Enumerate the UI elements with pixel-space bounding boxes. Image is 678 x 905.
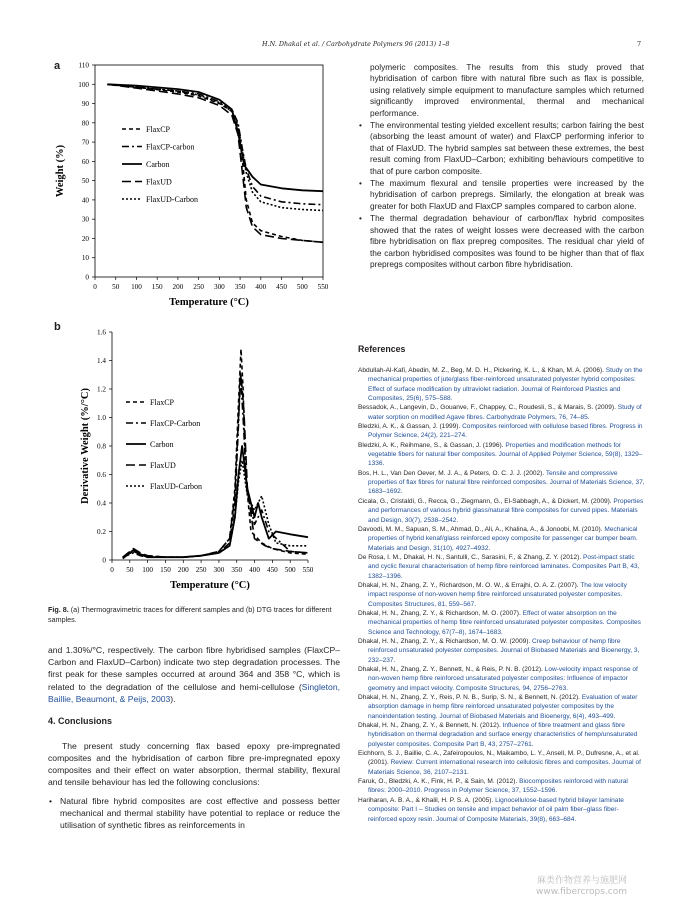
bullet-continuation: polymeric composites. The results from this study proved that hybridisation of carbon fibre with natural fibre such as flax is possible, using relatively simple equipment to manufacture samples which returned significantly improved environmental, thermal and mechanical performance. (370, 62, 644, 118)
section-heading: 4. Conclusions (48, 716, 113, 726)
x-tick-label: 400 (255, 283, 267, 291)
conclusions-intro: The present study concerning flax based epoxy pre-impregnated composites and the hybridisation of carbon fibre pre-impregnated epoxy composites and their effect on water absorption, thermal stability, flexural and tensile behaviour has led the following conclusions: (48, 741, 340, 787)
x-tick-label: 200 (177, 566, 189, 574)
figure-caption (48, 605, 340, 625)
reference-link[interactable]: Biocomposites reinforced with natural fibres: 2000–2010. Progress in Polymer Science, 37, 1552–1596. (368, 778, 628, 795)
reference-link[interactable]: Mechanical properties of hybrid kenaf/glass reinforced epoxy composite for passenger car bumper beam. Materials and Design, 31(10), 4927–4932. (368, 525, 638, 552)
y-tick-label: 40 (81, 196, 89, 205)
legend-label: FlaxCP-carbon (146, 142, 195, 152)
reference-authors: Cicala, G., Cristaldi, G., Recca, G., Ziegmann, G., El-Sabbagh, A., & Dickert, M. (2009). (358, 497, 614, 505)
series-line-2 (107, 84, 323, 204)
x-tick-label: 450 (276, 283, 287, 291)
y-tick-label: 100 (78, 80, 89, 89)
results-text-end: ). (170, 693, 176, 704)
tga-chart (48, 60, 348, 310)
reference-item (358, 497, 646, 525)
y-tick-label: 50 (81, 177, 89, 186)
y-tick-label: 30 (81, 215, 89, 224)
watermark (536, 876, 627, 898)
series-line-1 (123, 349, 308, 557)
x-tick-label: 300 (213, 566, 225, 574)
citation-link[interactable]: Singleton, Baillie, Beaumont, & Peijs, 2003 (48, 681, 340, 704)
x-tick-label: 150 (151, 283, 163, 291)
x-tick-label: 0 (93, 283, 97, 291)
conclusion-bullet-4: • The thermal degradation behaviour of carbon/flax hybrid composites showed that the rates of weight losses were decreased with the carbon fibre hybridisation on flax prepreg composites. The residual char yield of the carbon hybridised composites was found to be higher than that of flax prepregs composites without carbon fibre hybridisation. (358, 213, 644, 270)
y-tick-label: 1.0 (97, 414, 106, 422)
reference-link[interactable]: Composites reinforced with cellulose based fibres. Progress in Polymer Science, 24(2), 221–274. (368, 423, 643, 440)
x-tick-label: 400 (249, 566, 260, 574)
y-tick-label: 0 (102, 556, 106, 565)
reference-item (358, 403, 646, 422)
x-tick-label: 450 (266, 566, 278, 574)
reference-link[interactable]: Evaluation of water absorption damage in hemp fibre reinforced unsaturated polyester composites by the nanoindentation testing. Journal of Biobased Materials and Bioenergy, 6(4), 493–499. (368, 694, 638, 720)
reference-link[interactable]: Properties and performances of various hybrid glass/natural fibre composites for curved pipes. Materials and Design, 30(7), 2538–2542. (368, 497, 644, 524)
x-tick-label: 100 (131, 283, 142, 291)
x-tick-label: 250 (195, 566, 207, 574)
reference-authors: Bledzki, A. K., Reihmane, S., & Gassan, J. (1996). (358, 441, 506, 449)
reference-authors: Bledzki, A. K., & Gassan, J. (1999). (358, 423, 463, 431)
dtg-chart (48, 318, 348, 600)
x-tick-label: 300 (213, 283, 225, 291)
reference-link[interactable]: Creep behaviour of hemp fibre reinforced unsaturated polyester composites. Journal of Biobased Materials and Bioenergy, 3, 232–237. (368, 637, 640, 664)
reference-authors: Dhakal, H. N., Zhang, Z. Y., & Richardson, M. O. (2007). (358, 609, 523, 617)
x-tick-label: 150 (160, 566, 171, 574)
legend-label: FlaxCP-Carbon (150, 419, 201, 428)
y-tick-label: 1.4 (97, 357, 106, 365)
y-tick-label: 90 (81, 100, 89, 109)
page-number: 7 (637, 40, 642, 48)
x-tick-label: 350 (234, 283, 246, 291)
watermark-line-2: www.fibercrops.com (536, 887, 627, 897)
reference-item (358, 777, 646, 796)
reference-authors: Hariharan, A. B. A., & Khalil, H. P. S. A. (2005). (358, 796, 496, 804)
legend-label: Carbon (146, 160, 170, 169)
y-tick-label: 0.4 (97, 499, 106, 508)
reference-item (358, 721, 646, 749)
y-axis-label: Derivative Weight (%/°C) (80, 388, 91, 504)
legend-label: FlaxUD (146, 177, 172, 187)
reference-link[interactable]: Post-impact static and cyclic flexural characterisation of hemp fibre reinforced laminates. Composites Part B, 43, 1382–1396. (368, 553, 640, 580)
x-axis-label: Temperature (°C) (170, 580, 250, 591)
x-tick-label: 350 (231, 566, 243, 574)
x-tick-label: 500 (296, 283, 308, 291)
legend-label: FlaxUD-Carbon (150, 482, 202, 491)
caption-label: Fig. 8. (48, 605, 69, 614)
conclusion-bullet-1: • Natural fibre hybrid composites are cost effective and possess better mechanical and thermal stability have potential to replace or reduce the utilisation of synthetic fibres as reinforcements in (48, 795, 340, 831)
right-column-text (358, 62, 644, 270)
x-tick-label: 550 (317, 283, 329, 291)
reference-authors: Abdullah-Al-Kafi, Abedin, M. Z., Beg, M. D. H., Pickering, K. L., & Khan, M. A. (2006). (358, 367, 606, 374)
legend-label: FlaxCP (146, 125, 171, 134)
y-tick-label: 80 (81, 119, 89, 128)
y-tick-label: 1.2 (97, 385, 106, 394)
legend-label: Carbon (150, 440, 174, 449)
conclusions-body (48, 740, 340, 831)
running-title: H.N. Dhakal et al. / Carbohydrate Polymers 96 (2013) 1–8 (262, 40, 450, 48)
y-tick-label: 20 (81, 234, 89, 243)
reference-link[interactable]: Lignocellulose-based hybrid bilayer laminate composite: Part I – Studies on tensile and impact behavior of oil palm fiber–glass fiber-reinforced epoxy resin. Journal of Composite Materials, 39(8), 663–684. (368, 796, 624, 823)
x-tick-label: 0 (110, 566, 114, 574)
reference-item (358, 637, 646, 665)
reference-authors: Dhakal, H. N., Zhang, Z. Y., Reis, P. N. B., Surip, S. N., & Bennett, N. (2012). (358, 694, 582, 702)
reference-authors: Dhakal, H. N., Zhang, Z. Y., Bennett, N., & Reis, P. N. B. (2012). (358, 666, 545, 673)
reference-item (358, 441, 646, 469)
reference-authors: Bessadok, A., Langevin, D., Gouanve, F., Chappey, C., Roudesli, S., & Marais, S. (2009). (358, 404, 618, 412)
conclusion-bullet-3: • The maximum flexural and tensile properties were increased by the hybridisation of carbon prepregs. Similarly, the elongation at break was greater for both FlaxUD and FlaxCP samples compared to carbon alone. (358, 178, 644, 212)
reference-link[interactable]: Low-velocity impact response of non-woven hemp fibre reinforced unsaturated polyester composites: Influence of impactor geometry and impact velocity. Composite Structures, 94, 2756–2763. (368, 666, 638, 692)
y-tick-label: 1.6 (97, 328, 106, 337)
reference-item (358, 525, 646, 553)
reference-link[interactable]: Study of water sorption on modified Agave fibres. Carbohydrate Polymers, 76, 74–85. (368, 404, 642, 421)
x-tick-label: 50 (126, 566, 134, 574)
reference-authors: Bos, H. L., Van Den Oever, M. J. A., & Peters, O. C. J. J. (2002). (358, 469, 546, 477)
reference-link[interactable]: Study on the mechanical properties of jute/glass fiber-reinforced unsaturated polyester hybrid composites: Effect of surface modification by ultraviolet radiation. Journal of Reinforced Plastics and Composites, 25(6), 575–588. (368, 367, 643, 403)
reference-item (358, 553, 646, 581)
series-line-5 (123, 460, 308, 557)
x-tick-label: 500 (284, 566, 296, 574)
reference-item (358, 665, 646, 693)
caption-text: (a) Thermogravimetric traces for different samples and (b) DTG traces for different samples. (48, 605, 332, 624)
reference-authors: Eichhorn, S. J., Baillie, C. A., Zafeiropoulos, N., Maikambo, L. Y., Ansell, M. P., Dufresne, A., et al. (2001). (358, 750, 640, 767)
reference-link[interactable]: Review: Current international research into cellulosic fibres and composites. Journal of Materials Science, 36, 2107–2131. (368, 759, 641, 776)
x-tick-label: 550 (302, 566, 314, 574)
results-text: and 1.30%/°C, respectively. The carbon fibre hybridised samples (FlaxCP–Carbon and FlaxUD–Carbon) indicate two step degradation processes. The first peak for these samples occurred at around 364 and 358 °C, which is related to the degradation of the cellulose and hemi-cellulose ( (48, 645, 340, 692)
y-tick-label: 10 (81, 254, 89, 263)
x-axis-label: Temperature (°C) (169, 297, 249, 308)
legend-label: FlaxUD (150, 461, 176, 470)
y-tick-label: 110 (78, 61, 89, 70)
reference-link[interactable]: Tensile and compressive properties of flax fibres for natural fibre reinforced composites. Journal of Materials Science, 37, 1683–1692. (368, 469, 645, 496)
reference-item (358, 422, 646, 441)
reference-authors: Dhakal, H. N., Zhang, Z. Y., & Richardson, M. O. W. (2009). (358, 637, 533, 645)
x-tick-label: 200 (172, 283, 184, 291)
reference-item (358, 366, 646, 403)
reference-authors: De Rosa, I. M., Dhakal, H. N., Santulli, C., Sarasini, F., & Zhang, Z. Y. (2012). (358, 553, 583, 561)
running-header (0, 40, 678, 52)
reference-link[interactable]: The low velocity impact response of non-woven hemp fibre reinforced unsaturated polyester composites. Composites Structures, 81, 559–567. (368, 581, 627, 608)
reference-authors: Davoodi, M. M., Sapuan, S. M., Ahmad, D., Ali, A., Khalina, A., & Jonoobi, M. (2010). (358, 525, 605, 533)
plot-area-frame (112, 332, 308, 560)
reference-item (358, 693, 646, 721)
reference-item (358, 749, 646, 777)
conclusion-bullet-2: • The environmental testing yielded excellent results; carbon fairing the best (absorbing the least amount of water) and FlaxCP performing inferior to that of FlaxUD. The hybrid samples sat between these extremes, the best result coming from FlaxUD–Carbon; exhibiting behaviours competitive to that of pure carbon composite. (358, 120, 644, 177)
y-tick-label: 70 (81, 138, 89, 147)
reference-item (358, 796, 646, 824)
y-tick-label: 0 (85, 273, 89, 282)
watermark-line-1: 麻类作物营养与施肥网 (536, 876, 627, 886)
reference-authors: Dhakal, H. N., Zhang, Z. Y., & Bennett, N. (2012). (358, 722, 503, 730)
references-heading: References (358, 344, 406, 354)
x-tick-label: 250 (193, 283, 205, 291)
reference-item (358, 581, 646, 609)
legend-label: FlaxCP (150, 398, 175, 407)
results-paragraph (48, 644, 340, 705)
panel-label-b: b (54, 321, 61, 333)
reference-item (358, 469, 646, 497)
reference-link[interactable]: Effect of water absorption on the mechanical properties of hemp fibre reinforced unsaturated polyester composites. Composites Science and Technology, 67(7–8), 1674–1683. (368, 609, 641, 636)
reference-authors: Faruk, O., Bledzki, A. K., Fink, H. P., & Sain, M. (2012). (358, 778, 520, 786)
reference-list (358, 366, 646, 824)
x-tick-label: 50 (112, 283, 120, 291)
y-tick-label: 60 (81, 157, 89, 166)
reference-item (358, 609, 646, 637)
legend-label: FlaxUD-Carbon (146, 195, 198, 204)
x-tick-label: 100 (142, 566, 154, 574)
reference-link[interactable]: Influence of fibre treatment and glass fibre hybridisation on thermal degradation and surface energy characteristics of hemp/unsaturated polyester composites. Composite Part B, 43, 2757–2761. (368, 722, 638, 748)
y-tick-label: 0.6 (97, 471, 106, 479)
y-axis-label: Weight (%) (55, 144, 66, 198)
y-tick-label: 0.8 (97, 442, 106, 451)
reference-authors: Dhakal, H. N., Zhang, Z. Y., Richardson, M. O. W., & Errajhi, O. A. Z. (2007). (358, 581, 581, 589)
panel-label-a: a (54, 60, 61, 72)
y-tick-label: 0.2 (97, 528, 106, 536)
reference-link[interactable]: Properties and modification methods for vegetable fibers for natural fiber composites. Journal of Applied Polymer Science, 59(8), 1329–1336. (368, 441, 643, 468)
